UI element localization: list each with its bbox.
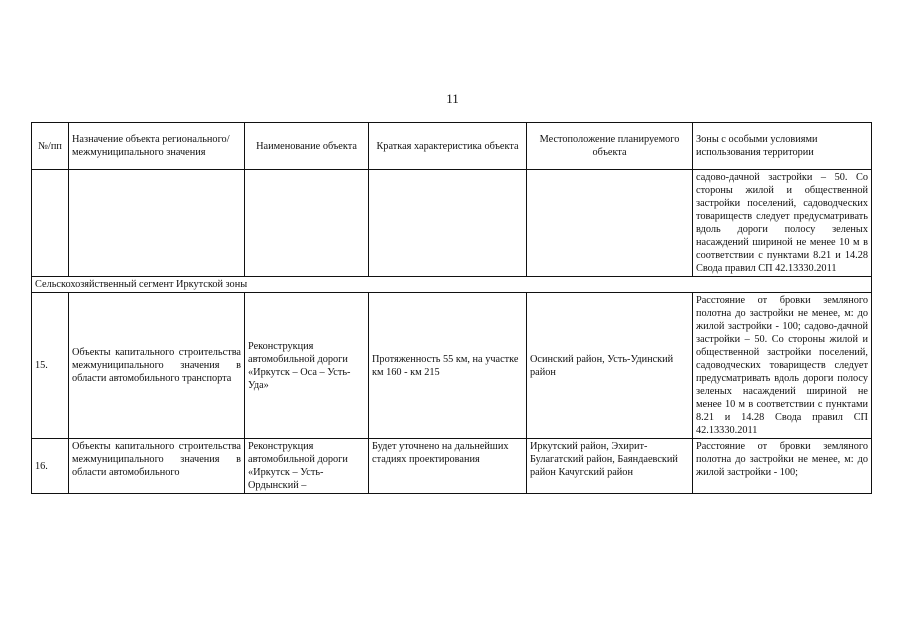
cell-purpose: Объекты капитального строительства межмуниципального значения в области автомобильного транспорта [69, 293, 245, 439]
table-row [32, 293, 872, 439]
objects-table [31, 122, 872, 494]
cell-name: Реконструкция автомобильной дороги «Иркутск – Оса – Усть-Уда» [245, 293, 369, 439]
cell-location: Иркутский район, Эхирит-Булагатский район, Баяндаевский район Качугский район [527, 439, 693, 494]
cell-empty [32, 170, 69, 277]
cell-empty [245, 170, 369, 277]
cell-purpose: Объекты капитального строительства межмуниципального значения в области автомобильного [69, 439, 245, 494]
segment-row [32, 277, 872, 293]
cell-characteristic: Протяженность 55 км, на участке км 160 - км 215 [369, 293, 527, 439]
cell-name: Реконструкция автомобильной дороги «Иркутск – Усть-Ордынский – [245, 439, 369, 494]
cell-number: 15. [32, 293, 69, 439]
table-row-continuation [32, 170, 872, 277]
header-characteristic: Краткая характеристика объекта [369, 123, 527, 170]
cell-characteristic: Будет уточнено на дальнейших стадиях проектирования [369, 439, 527, 494]
cell-zones: Расстояние от бровки земляного полотна до застройки не менее, м: до жилой застройки - 100; садово-дачной застройки – 50. Со стороны жилой и общественной застройки поселений, садоводческих товариществ следует предусматривать вдоль дороги полосу зеленых насаждений шириной не менее 10 м в соответствии с пунктами 8.21 и 14.28 Свода правил СП 42.13330.2011 [693, 293, 872, 439]
header-purpose: Назначение объекта регионального/ межмуниципального значения [69, 123, 245, 170]
cell-empty [369, 170, 527, 277]
header-zones: Зоны с особыми условиями использования территории [693, 123, 872, 170]
cell-empty [69, 170, 245, 277]
cell-zones: садово-дачной застройки – 50. Со стороны жилой и общественной застройки поселений, садоводческих товариществ следует предусматривать вдоль дороги полосу зеленых насаждений шириной не менее 10 м в соответствии с пунктами 8.21 и 14.28 Свода правил СП 42.13330.2011 [693, 170, 872, 277]
cell-number: 16. [32, 439, 69, 494]
page-number: 11 [446, 91, 459, 106]
header-number: №/пп [32, 123, 69, 170]
header-name: Наименование объекта [245, 123, 369, 170]
cell-location: Осинский район, Усть-Удинский район [527, 293, 693, 439]
cell-empty [527, 170, 693, 277]
table-row [32, 439, 872, 494]
segment-title: Сельскохозяйственный сегмент Иркутской зоны [32, 277, 872, 293]
table-header-row [32, 123, 872, 170]
header-location: Местоположение планируемого объекта [527, 123, 693, 170]
cell-zones: Расстояние от бровки земляного полотна до застройки не менее, м: до жилой застройки - 100; [693, 439, 872, 494]
